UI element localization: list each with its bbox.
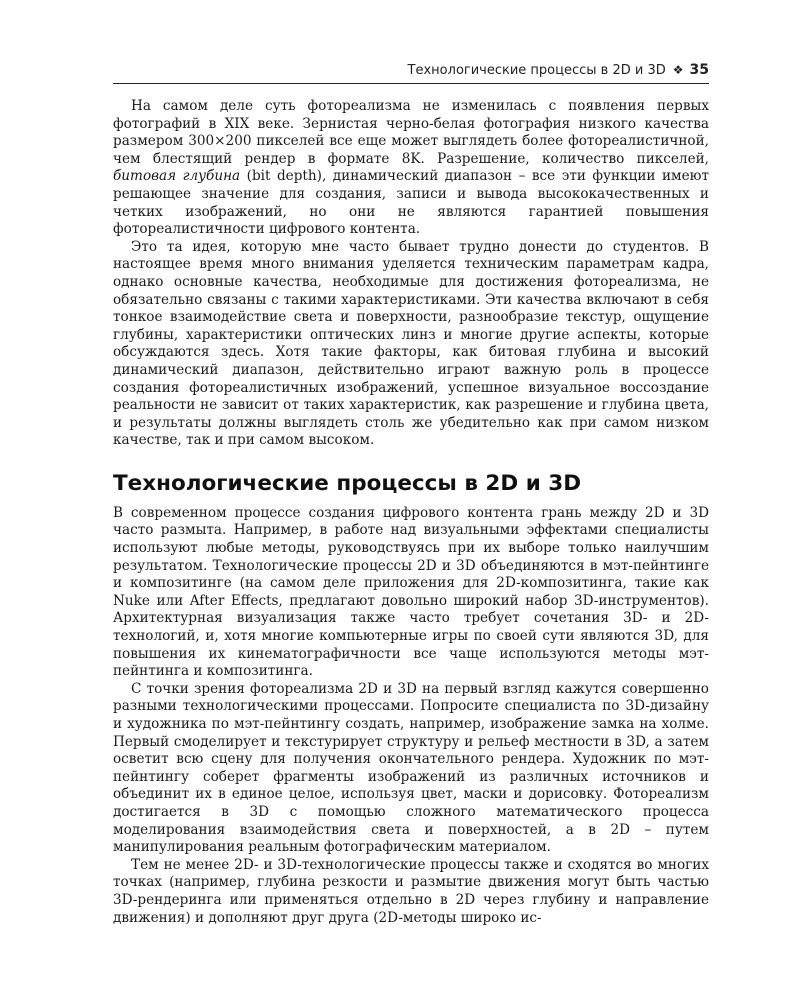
- running-title: Технологические процессы в 2D и 3D: [407, 62, 666, 78]
- intro-p1-text-a: На самом деле суть фотореализма не изменилась с появления первых фотографий в XIX веке. Зернистая черно-белая фотография низкого качества размером 300×200 пикселей все еще может выглядеть более фотореалистичной, чем блестящий рендер в формате 8K. Разрешение, количество пикселей,: [113, 98, 709, 167]
- section-paragraph-2: С точки зрения фотореализма 2D и 3D на первый взгляд кажутся совершенно разными технологическими процессами. Попросите специалиста по 3D-дизайну и художника по мэт-пейнтингу создать, например, изображение замка на холме. Первый смоделирует и текстурирует структуру и рельеф местности в 3D, а затем осветит всю сцену для получения окончательного рендера. Художник по мэт-пейнтингу соберет фрагменты изображений из различных источников и объединит их в единое целое, используя цвет, маски и дорисовку. Фотореализм достигается в 3D с помощью сложного математического процесса моделирования взаимодействия света и поверхностей, а в 2D – путем манипулирования реальным фотографическим материалом.: [113, 680, 709, 856]
- page-number: 35: [689, 62, 709, 78]
- intro-p1-emphasis: битовая глубина: [113, 168, 241, 185]
- book-page: [113, 62, 709, 927]
- ornament-icon: ❖: [672, 63, 684, 77]
- intro-paragraph-2: Это та идея, которую мне часто бывает трудно донести до студентов. В настоящее время много внимания уделяется техническим параметрам кадра, однако основные качества, необходимые для достижения фотореализма, не обязательно связаны с такими характеристиками. Эти качества включают в себя тонкое взаимодействие света и поверхности, разнообразие текстур, ощущение глубины, характеристики оптических линз и многие другие аспекты, которые обсуждаются здесь. Хотя такие факторы, как битовая глубина и высокий динамический диапазон, действительно играют важную роль в процессе создания фотореалистичных изображений, успешное визуальное воссоздание реальности не зависит от таких характеристик, как разрешение и глубина цвета, и результаты должны выглядеть столь же убедительно как при самом низком качестве, так и при самом высоком.: [113, 238, 709, 449]
- running-header: [113, 62, 709, 84]
- section-paragraph-3: Тем не менее 2D- и 3D-технологические процессы также и сходятся во многих точках (например, глубина резкости и размытие движения могут быть частью 3D-рендеринга или применяться отдельно в 2D через глубину и направление движения) и дополняют друг друга (2D-методы широко ис-: [113, 856, 709, 926]
- section-paragraph-1: В современном процессе создания цифрового контента грань между 2D и 3D часто размыта. Например, в работе над визуальными эффектами специалисты используют любые методы, руководствуясь при их выборе только наилучшим результатом. Технологические процессы 2D и 3D объединяются в мэт-пейнтинге и композитинге (на самом деле приложения для 2D-композитинга, такие как Nuke или After Effects, предлагают довольно широкий набор 3D-инструментов). Архитектурная визуализация также часто требует сочетания 3D- и 2D-технологий, и, хотя многие компьютерные игры по своей сути являются 3D, для повышения их кинематографичности все чаще используются методы мэт-пейнтинга и композитинга.: [113, 504, 709, 680]
- section-heading: Технологические процессы в 2D и 3D: [113, 470, 582, 496]
- intro-p1-text-b: (bit depth), динамический диапазон – все эти функции имеют решающее значение для создания, записи и вывода высококачественных и четких изображений, но они не являются гарантией повышения фотореалистичности цифрового контента.: [113, 168, 709, 238]
- intro-paragraph-1: [113, 98, 709, 239]
